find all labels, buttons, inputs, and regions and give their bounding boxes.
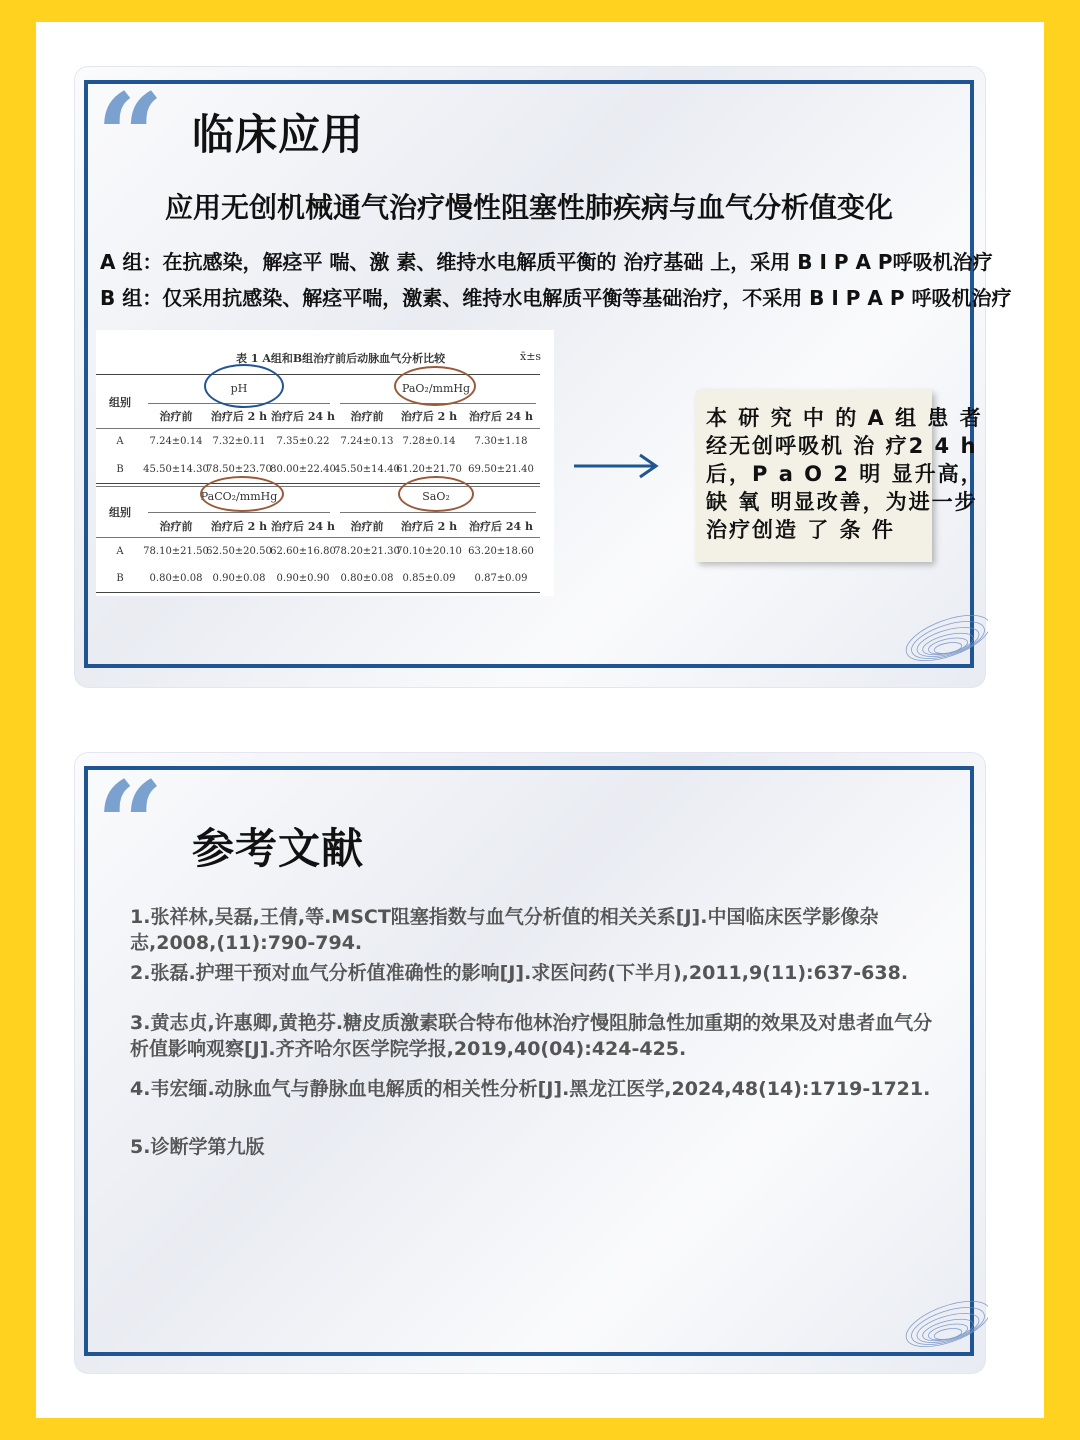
table-cell: 70.10±20.10 bbox=[396, 546, 462, 557]
table-cell: 78.10±21.50 bbox=[143, 546, 209, 557]
table-cell: 7.28±0.14 bbox=[402, 436, 456, 447]
background-edge bbox=[1044, 400, 1080, 1440]
table-cell: 69.50±21.40 bbox=[468, 464, 534, 475]
table-cell: 61.20±21.70 bbox=[396, 464, 462, 475]
reference-item: 5.诊断学第九版 bbox=[130, 1136, 265, 1158]
group-label: 组别 bbox=[109, 396, 131, 409]
table-caption: 表 1 A组和B组治疗前后动脉血气分析比较 bbox=[236, 352, 446, 365]
quote-mark-icon: “ bbox=[96, 755, 164, 894]
table-cell: 0.80±0.08 bbox=[149, 573, 203, 584]
reference-item: 1.张祥林,吴磊,王倩,等.MSCT阻塞指数与血气分析值的相关关系[J].中国临床医学影像杂志,2008,(11):790-794. bbox=[130, 906, 879, 954]
table-header: 治疗前 bbox=[350, 410, 384, 423]
table-unit: x̄±s bbox=[520, 350, 542, 363]
table-cell: 0.87±0.09 bbox=[474, 573, 528, 584]
table-cell: 78.20±21.30 bbox=[334, 546, 400, 557]
reference-item: 3.黄志贞,许惠卿,黄艳芬.糖皮质激素联合特布他林治疗慢阻肺急性加重期的效果及对患者血气分析值影响观察[J].齐齐哈尔医学院学报,2019,40(04):424-425. bbox=[130, 1012, 933, 1060]
table-row-group: B bbox=[116, 573, 124, 584]
decorative-swirl-icon bbox=[888, 1284, 988, 1374]
table-cell: 7.35±0.22 bbox=[276, 436, 330, 447]
table-header: 治疗后 24 h bbox=[271, 410, 335, 423]
section-title: 参考文献 bbox=[192, 824, 365, 873]
decorative-swirl-icon bbox=[888, 598, 988, 688]
table-header: 治疗前 bbox=[159, 410, 193, 423]
table-cell: 45.50±14.30 bbox=[143, 464, 209, 475]
conclusion-note bbox=[696, 390, 984, 562]
highlight-oval-ph bbox=[204, 364, 284, 408]
table-row-group: A bbox=[116, 546, 124, 557]
table-header: 治疗后 2 h bbox=[210, 410, 268, 423]
note-line: 治疗创造 了 条 件 bbox=[706, 518, 895, 542]
table-header: 治疗前 bbox=[159, 520, 193, 533]
table-cell: 45.50±14.40 bbox=[334, 464, 400, 475]
blood-gas-table bbox=[96, 330, 554, 596]
note-line: 经无创呼吸机 治 疗2 4 h bbox=[706, 434, 978, 458]
quote-mark-icon: “ bbox=[96, 67, 164, 206]
table-cell: 7.24±0.13 bbox=[340, 436, 394, 447]
note-line: 本 研 究 中 的 A 组 患 者 bbox=[706, 406, 983, 430]
table-cell: 0.80±0.08 bbox=[340, 573, 394, 584]
table-cell: 62.60±16.80 bbox=[270, 546, 336, 557]
group-label: 组别 bbox=[109, 506, 131, 519]
highlight-oval-sao2 bbox=[398, 476, 474, 512]
table-header: 治疗后 2 h bbox=[210, 520, 268, 533]
group-a-description: A 组：在抗感染，解痉平 喘、激 素、维持水电解质平衡的 治疗基础 上，采用 B I P A P呼吸机治疗 bbox=[100, 250, 993, 274]
table-cell: 63.20±18.60 bbox=[468, 546, 534, 557]
group-b-description: B 组：仅采用抗感染、解痉平喘，激素、维持水电解质平衡等基础治疗，不采用 B I P A P 呼吸机治疗 bbox=[100, 286, 1012, 310]
table-cell: 62.50±20.50 bbox=[206, 546, 272, 557]
table-row-group: B bbox=[116, 464, 124, 475]
table-row-group: A bbox=[116, 436, 124, 447]
table-param: PaO₂/mmHg bbox=[401, 382, 471, 395]
table-param: pH bbox=[230, 382, 248, 395]
reference-item: 4.韦宏缅.动脉血气与静脉血电解质的相关性分析[J].黑龙江医学,2024,48(14):1719-1721. bbox=[130, 1078, 931, 1100]
table-header: 治疗前 bbox=[350, 520, 384, 533]
study-subtitle: 应用无创机械通气治疗慢性阻塞性肺疾病与血气分析值变化 bbox=[164, 191, 893, 224]
table-cell: 7.24±0.14 bbox=[149, 436, 203, 447]
table-param: SaO₂ bbox=[422, 490, 450, 503]
note-line: 后，P a O 2 明 显升高， bbox=[706, 462, 984, 486]
table-cell: 7.30±1.18 bbox=[474, 436, 528, 447]
section-title: 临床应用 bbox=[192, 110, 365, 159]
table-header: 治疗后 24 h bbox=[469, 410, 533, 423]
table-cell: 7.32±0.11 bbox=[212, 436, 266, 447]
reference-item: 2.张磊.护理干预对血气分析值准确性的影响[J].求医问药(下半月),2011,9(11):637-638. bbox=[130, 962, 909, 984]
table-header: 治疗后 2 h bbox=[400, 410, 458, 423]
table-param: PaCO₂/mmHg bbox=[200, 490, 278, 503]
highlight-oval-paco2 bbox=[200, 476, 284, 512]
table-cell: 0.90±0.08 bbox=[212, 573, 266, 584]
table-header: 治疗后 24 h bbox=[271, 520, 335, 533]
arrow-right-icon bbox=[570, 450, 662, 482]
table-cell: 0.85±0.09 bbox=[402, 573, 456, 584]
note-line: 缺 氧 明显改善，为进一步 bbox=[706, 490, 978, 514]
table-cell: 80.00±22.40 bbox=[270, 464, 336, 475]
table-cell: 78.50±23.70 bbox=[206, 464, 272, 475]
table-header: 治疗后 24 h bbox=[469, 520, 533, 533]
table-header: 治疗后 2 h bbox=[400, 520, 458, 533]
highlight-oval-pao2 bbox=[394, 366, 476, 406]
table-cell: 0.90±0.90 bbox=[276, 573, 330, 584]
